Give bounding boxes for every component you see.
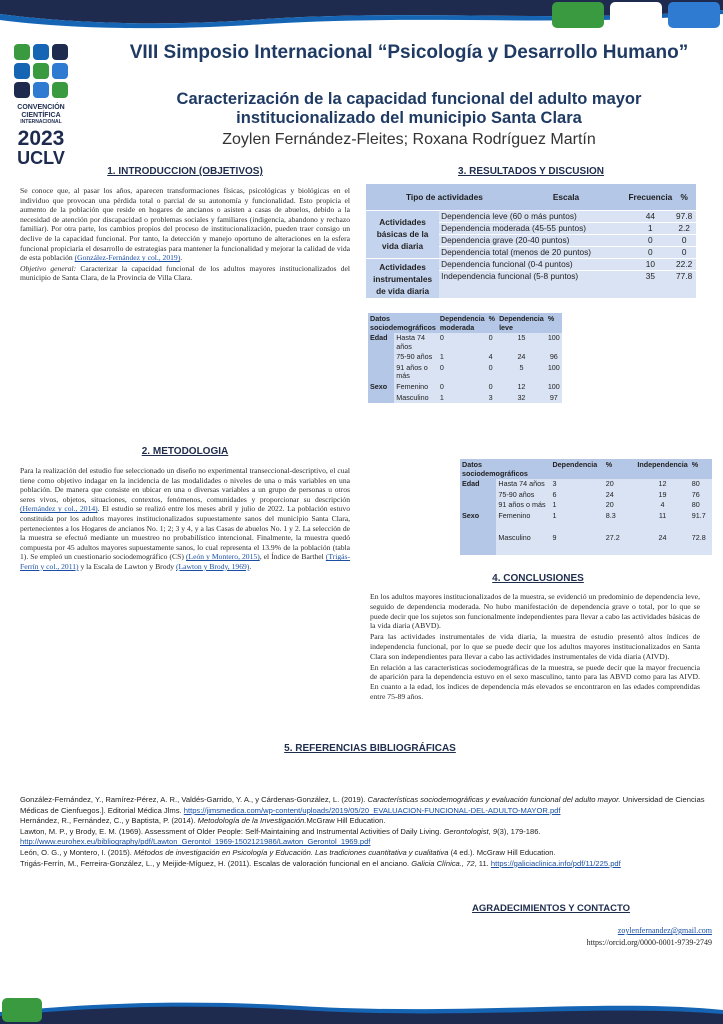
references-list: [20, 795, 710, 869]
event-title: VIII Simposio Internacional “Psicología y Desarrollo Humano”: [129, 42, 689, 63]
table-row: 91 años o más 1 20 4 80: [460, 500, 712, 511]
table-row: Masculino 9 27.2 24 72.8: [460, 533, 712, 555]
logo-year: 2023: [17, 126, 65, 150]
method-citation-link-4[interactable]: (Lawton y Brody, 1969): [176, 561, 250, 571]
convention-logo: [14, 44, 70, 167]
reference-item: Trigás-Ferrín, M., Ferreira-González, L., y Meijide-Míguez, H. (2011). Escalas de valoración funcional en el anciano. Galicia Clínica., 72, 11. https://galiciaclinica.info/pdf/11/225.pdf: [20, 858, 621, 868]
reference-link[interactable]: https://galiciaclinica.info/pdf/11/225.pdf: [490, 858, 621, 868]
method-citation-link-2[interactable]: (León y Montero, 2015): [185, 552, 260, 562]
table-row: Sexo Femenino 1 8.3 11 91.7: [460, 511, 712, 533]
objective-label: Objetivo general:: [20, 263, 77, 273]
logo-org: UCLV: [17, 147, 65, 168]
intro-citation-link[interactable]: (González-Fernández y col., 2019): [74, 253, 181, 263]
logo-text: CONVENCIÓN CIENTÍFICA INTERNACIONAL: [17, 104, 65, 125]
method-citation-link-3[interactable]: (Trigás-Ferrín y col., 2011): [20, 552, 350, 571]
reference-item: León, O. G., y Montero, I. (2015). Métodos de investigación en Psicología y Educación. Las tradiciones cuantitativa y cualitativa (4 ed.). McGraw Hill Education.: [20, 847, 556, 857]
references-heading: 5. REFERENCIAS BIBLIOGRÁFICAS: [284, 743, 456, 754]
table-row: 91 años o más 0 0 5 100: [396, 362, 560, 381]
bottom-banner: [0, 994, 723, 1024]
table-row: Masculino 1 3 32 97: [368, 393, 562, 404]
intro-heading: 1. INTRODUCCION (OBJETIVOS): [107, 166, 263, 177]
top-banner: [0, 0, 723, 34]
conclusions-heading: 4. CONCLUSIONES: [492, 573, 584, 584]
table-header-row: Datos sociodemográficos Dependencia % Independencia %: [460, 459, 712, 479]
results-table-1: [366, 184, 696, 299]
table-row: Actividades instrumentales de vida diaria Dependencia funcional (0-4 puntos) 10 22.2: [366, 259, 696, 271]
reference-item: Lawton, M. P., y Brody, E. M. (1969). Assessment of Older People: Self-Maintaining and Instrumental Activities of Daily Living. Gerontologist, 9(3), 179-186. http://www.eurohex.eu/bibliography/pdf/Lawton_Gerontol_1969-1502121986/Lawton_Gerontol_1969.pdf: [20, 826, 541, 847]
acknowledgements-heading: AGRADECIMIENTOS Y CONTACTO: [472, 903, 630, 914]
reference-item: González-Fernández, Y., Ramírez-Pérez, A. R., Valdés-Garrido, Y. A., y Cárdenas-González, L. (2019). Características sociodemográficas y evaluación funcional del adulto mayor. Universidad de Ciencias Médicas de Cienfuegos.]. Editorial Médica Jlms. https://jimsmedica.com/wp-content/uploads/2019/05/20_EVALUACION-FUNCIONAL-DEL-ADULTO-MAYOR.pdf: [20, 795, 705, 815]
poster-title: Caracterización de la capacidad funcional del adulto mayor institucionalizado del municipio Santa Clara: [176, 90, 642, 127]
table-row: Independencia funcional (5-8 puntos) 35 77.8: [366, 271, 696, 299]
contact-info: [480, 925, 712, 949]
table-row: Edad Hasta 74 años 3 20 12 80: [460, 479, 712, 490]
reference-link[interactable]: https://jimsmedica.com/wp-content/uploads/2019/05/20_EVALUACION-FUNCIONAL-DEL-ADULTO-MAYOR.pdf: [183, 805, 561, 815]
table-header-row: Datos sociodemográficos Dependencia moderada % Dependencia leve %: [368, 313, 562, 333]
method-heading: 2. METODOLOGIA: [141, 446, 229, 457]
reference-link[interactable]: http://www.eurohex.eu/bibliography/pdf/Lawton_Gerontol_1969-1502121986/Lawton_Gerontol_1969.pdf: [20, 837, 371, 847]
method-text: Para la realización del estudio fue seleccionado un diseño no experimental transeccional-descriptivo, el cual tiene como objetivo indagar en la incidencia de las modalidades o niveles de una o más variables en una población. De manera que consiste en ubicar en una o diversas variables a un grupo de personas u otros seres vivos, objetos, situaciones, contextos, fenómenos, comunidades y proporcionar su descripción (Hernández y col., 2014). El estudio se realizó entre los meses abril y julio de 2022. La población estuvo constituida por los adultos mayores institucionalizados supuestamente sanos del municipio Santa Clara, pertenecientes a los Hogares de ancianos No. 1; 2; 3 y 4, y a las Casas de abuelos No. 1 y 2. La selección de la muestra se efectuó mediante un muestreo no probabilístico intencional. Finalmente, la muestra quedó compuesta por 45 adultos mayores supuestamente sanos, lo cual representa el 13.9% de la población (tabla 1). Se empleó un cuestionario sociodemográfico (CS) (León y Montero, 2015), el Índice de Barthel (Trigás-Ferrín y col., 2011) y la Escala de Lawton y Brody (Lawton y Brody, 1969).: [20, 466, 350, 571]
conclusions-text: En los adultos mayores institucionalizados de la muestra, se evidenció un predominio de dependencia leve, seguido de dependencia moderada. No hubo manifestación de dependencia grave o total, por lo que se puede decir que los sujetos son funcionalmente independientes para llevar a cabo las actividades básicas de la vida diaria (ABVD). Para las actividades instrumentales de vida diaria, la muestra de estudio presentó altos índices de independencia funcional, por lo que se puede decir que los adultos mayores institucionalizados en Santa Clara son independientes para llevar a cabo las actividades instrumentales de vida diaria (AIVD). En relación a las características sociodemográficas de la muestra, se puede decir que la mayor frecuencia de aparición para la dependencia estuvo en el sexo masculino, tanto para las ABVD como para las AIVD. En cuanto a la edad, los índices de dependencia más elevados se encontraron en las edades comprendidas entre 75-89 años.: [370, 592, 700, 701]
table-row: 75-90 años 6 24 19 76: [460, 490, 712, 501]
logo-mark: [14, 44, 70, 98]
method-citation-link-1[interactable]: (Hernández y col., 2014): [20, 504, 98, 514]
contact-orcid[interactable]: https://orcid.org/0000-0001-9739-2749: [586, 938, 712, 947]
table-row: Dependencia total (menos de 20 puntos) 0 0: [366, 247, 696, 259]
reference-item: Hernández, R., Fernández, C., y Baptista, P. (2014). Metodología de la Investigación.McGraw Hill Education.: [20, 816, 386, 826]
authors: Zoylen Fernández-Fleites; Roxana Rodríguez Martín: [222, 131, 596, 148]
table-row: Sexo Femenino 0 0 12 100: [368, 382, 562, 393]
results-table-3: [460, 459, 712, 555]
table-row: Edad Hasta 74 años 0 0 15 100: [368, 333, 562, 352]
results-heading: 3. RESULTADOS Y DISCUSION: [458, 166, 604, 177]
table-row: Dependencia moderada (45-55 puntos) 1 2.2: [366, 222, 696, 234]
table-row: Dependencia grave (20-40 puntos) 0 0: [366, 234, 696, 246]
intro-text: Se conoce que, al pasar los años, aparecen transformaciones físicas, psicológicas y biológicas en el individuo que provocan una pérdida total o parcial de su autonomía y funcionalidad. Esto propicia el aumento de la población que reside en hogares de ancianos o asisten a casas de abuelos, debido a la necesidad de atención por discapacidad o problemas sociales y familiares (indigencia, abandono y rechazo familiar). Por otra parte, los cambios propios del proceso de institucionalización, pueden traer consigo un declive de la capacidad funcional. Por tanto, la detección y manejo oportuno de alteraciones en la esfera funcional propiciaría el desarrollo de estrategias para mantener la funcionalidad y mejorar la calidad de vida de esta población (González-Fernández y col., 2019). Objetivo general: Caracterizar la capacidad funcional de los adultos mayores institucionalizados del municipio de Santa Clara, de la Provincia de Villa Clara.: [20, 186, 351, 283]
contact-email-link[interactable]: zoylenfernandez@gmail.com: [617, 926, 712, 935]
table-header-row: Tipo de actividades Escala Frecuencia %: [366, 184, 696, 210]
results-table-2: [368, 313, 562, 403]
table-row: Actividades básicas de la vida diaria Dependencia leve (60 o más puntos) 44 97.8: [366, 210, 696, 222]
table-row: 75-90 años 1 4 24 96: [368, 352, 562, 363]
